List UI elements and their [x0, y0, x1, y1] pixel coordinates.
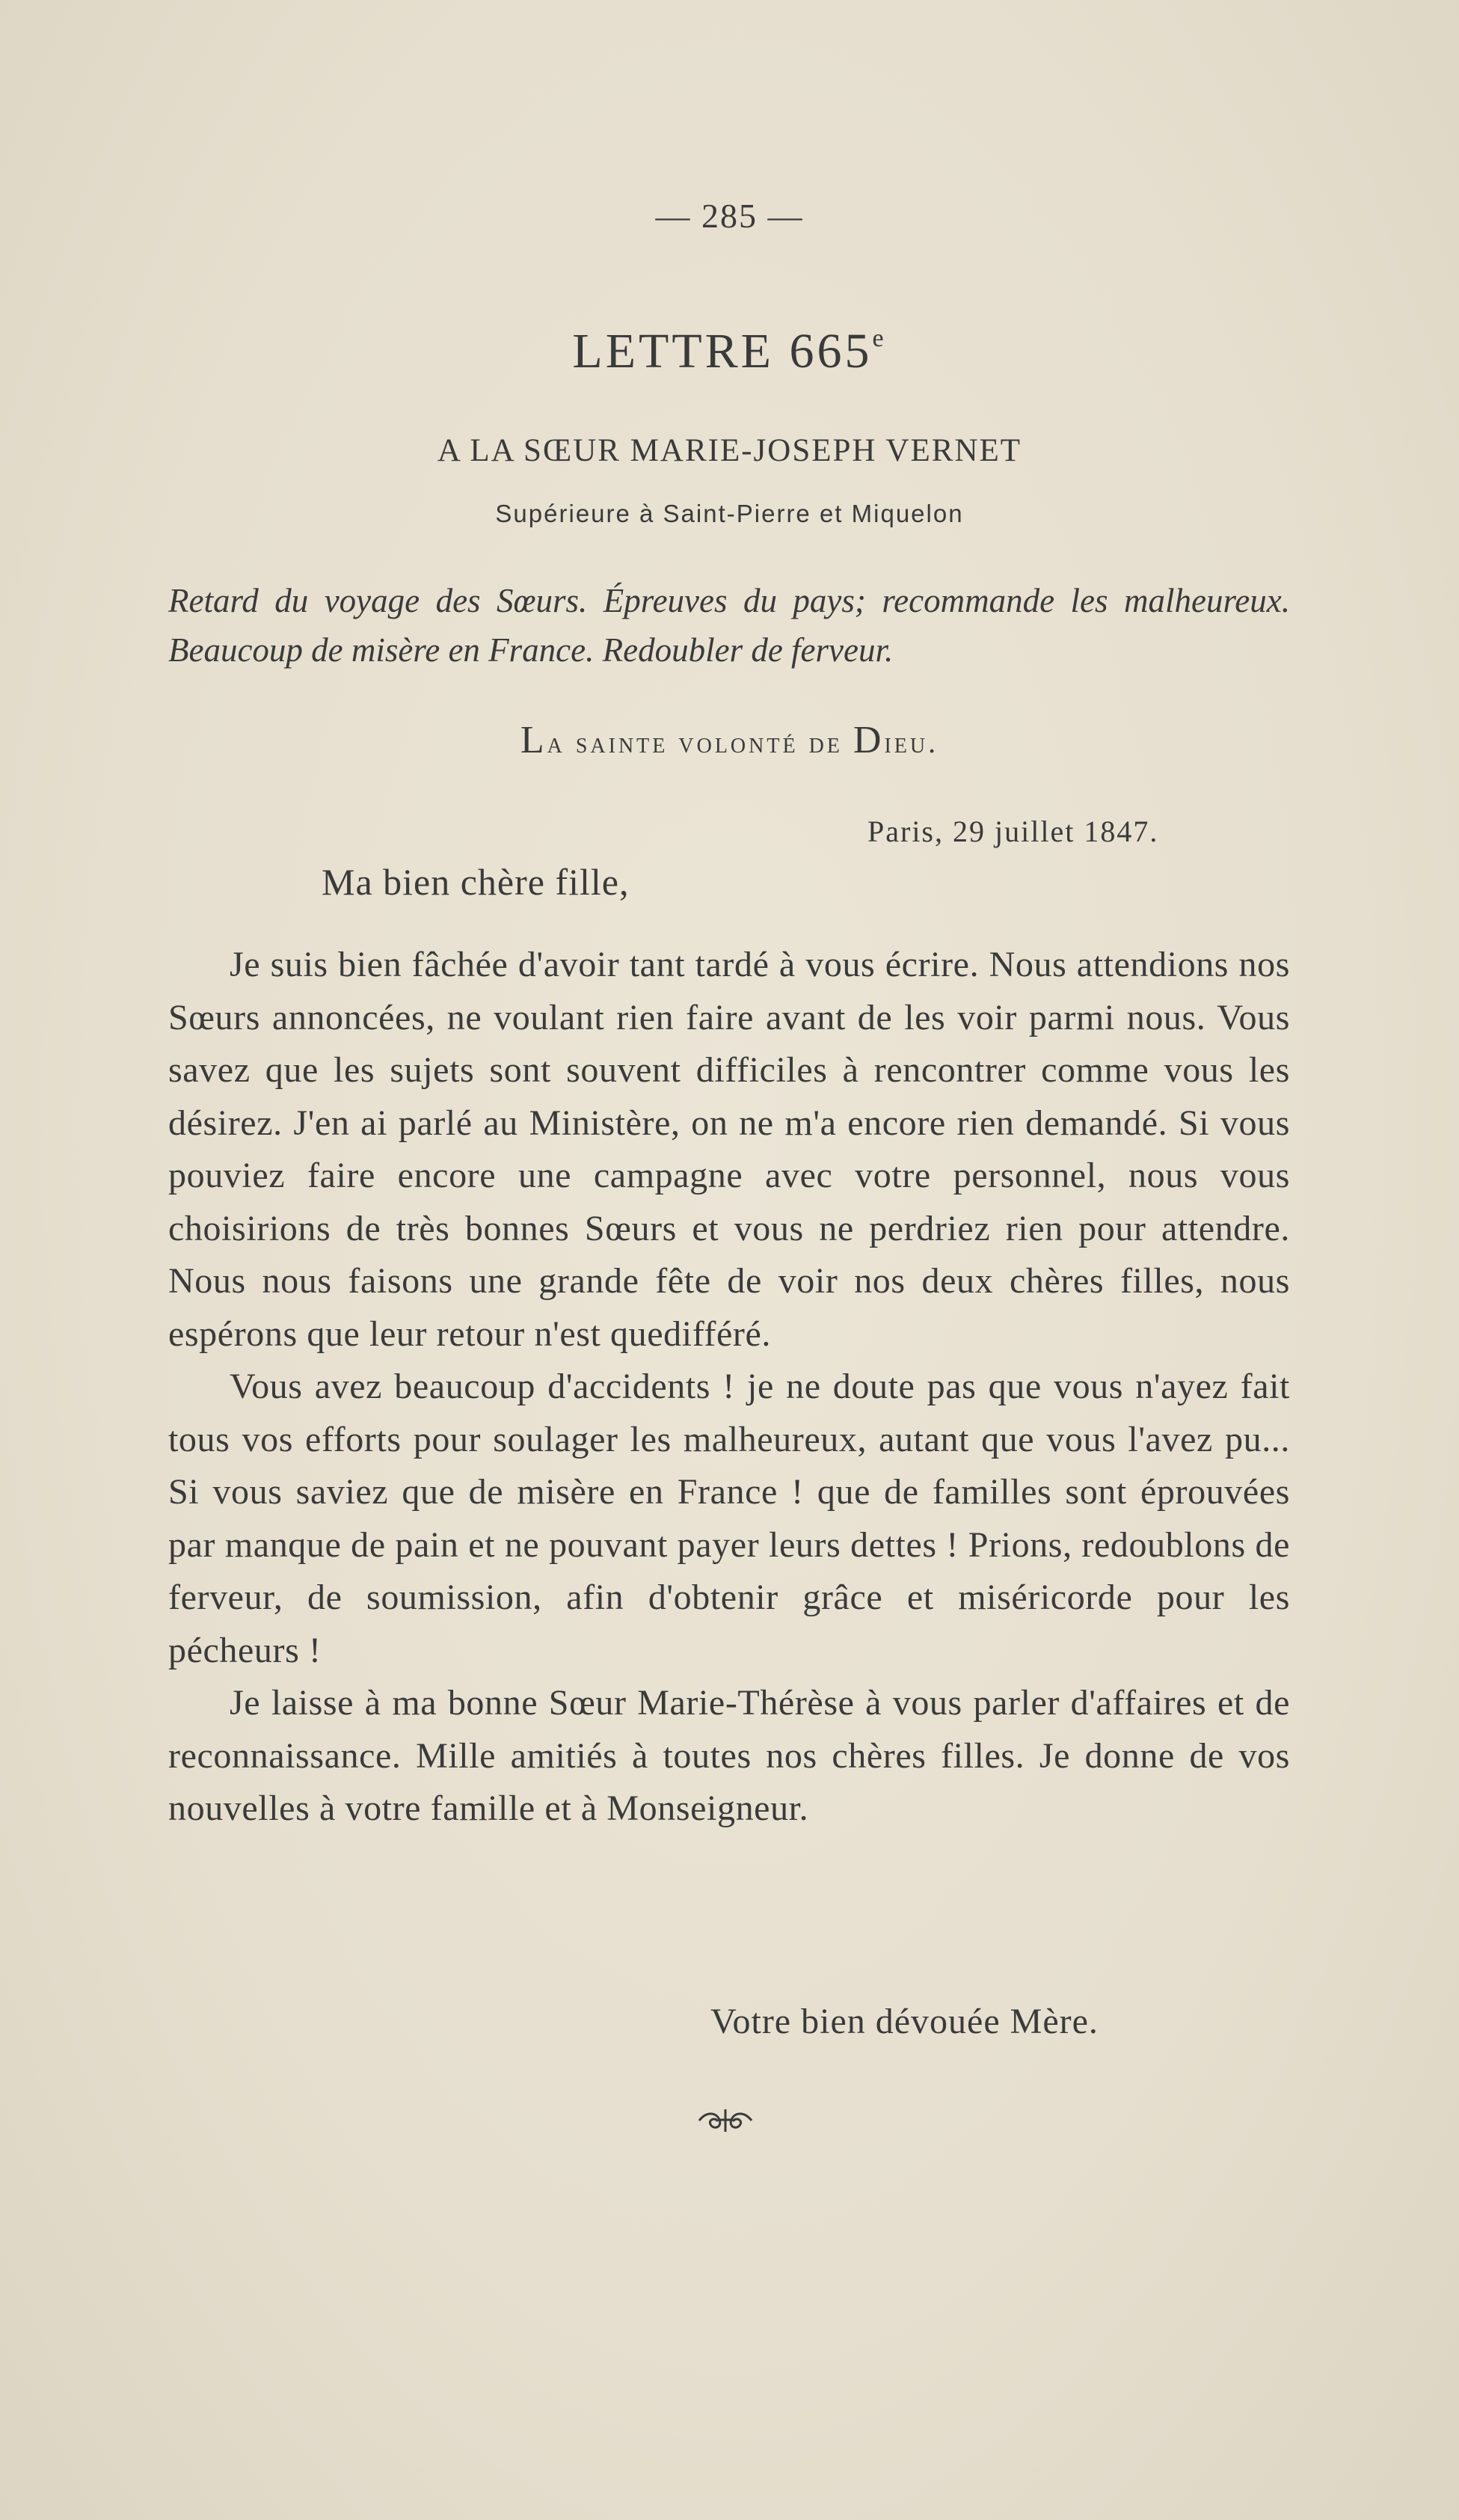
motto: [0, 718, 1459, 762]
motto-capital: D: [853, 719, 885, 761]
body-paragraph-1: Je suis bien fâchée d'avoir tant tardé à vous écrire. Nous attendions nos Sœurs annoncées, ne voulant rien faire avant de les voir parmi nous. Vous savez que les sujets sont souvent difficiles à rencontrer comme vous les désirez. J'en ai parlé au Ministère, on ne m'a encore rien demandé. Si vous pouviez faire encore une campagne avec votre personnel, nous vous choisirions de très bonnes Sœurs et vous ne perdriez rien pour attendre. Nous nous faisons une grande fête de voir nos deux chères filles, nous espérons que leur retour n'est quedifféré.: [168, 945, 1290, 1354]
motto-middle: a sainte volonté de: [547, 726, 853, 759]
recipient-role: Supérieure à Saint-Pierre et Miquelon: [495, 500, 964, 527]
body-paragraph-2: Vous avez beaucoup d'accidents ! je ne doute pas que vous n'ayez fait tous vos efforts pour soulager les malheureux, autant que vous l'avez pu... Si vous saviez que de misère en France ! que de familles sont éprouvées par manque de pain et ne pouvant payer leurs dettes ! Prions, redoublons de ferveur, de soumission, afin d'obtenir grâce et miséricorde pour les pécheurs !: [168, 1367, 1290, 1670]
letter-title: [0, 323, 1459, 380]
body-paragraph-3: Je laisse à ma bonne Sœur Marie-Thérèse à vous parler d'affaires et de reconnaissance. Mille amitiés à toutes nos chères filles. Je donne de vos nouvelles à votre famille et à Monseigneur.: [168, 1683, 1290, 1828]
letter-title-superscript: e: [872, 325, 887, 352]
dateline: Paris, 29 juillet 1847.: [867, 815, 1159, 848]
page-number: — 285 —: [655, 197, 804, 235]
fleuron-ornament-icon: [695, 2102, 755, 2139]
motto-end: ieu.: [884, 726, 939, 759]
letter-title-text: LETTRE 665: [572, 324, 873, 378]
recipient-heading: A LA SŒUR MARIE-JOSEPH VERNET: [437, 433, 1022, 468]
letter-summary: Retard du voyage des Sœurs. Épreuves du pays; recommande les malheureux. Beaucoup de misère en France. Redoubler de ferveur.: [168, 582, 1290, 669]
letter-body: [168, 939, 1290, 1836]
signature: Votre bien dévouée Mère.: [710, 2002, 1099, 2041]
salutation: Ma bien chère fille,: [322, 861, 630, 903]
motto-initial: L: [520, 719, 547, 761]
